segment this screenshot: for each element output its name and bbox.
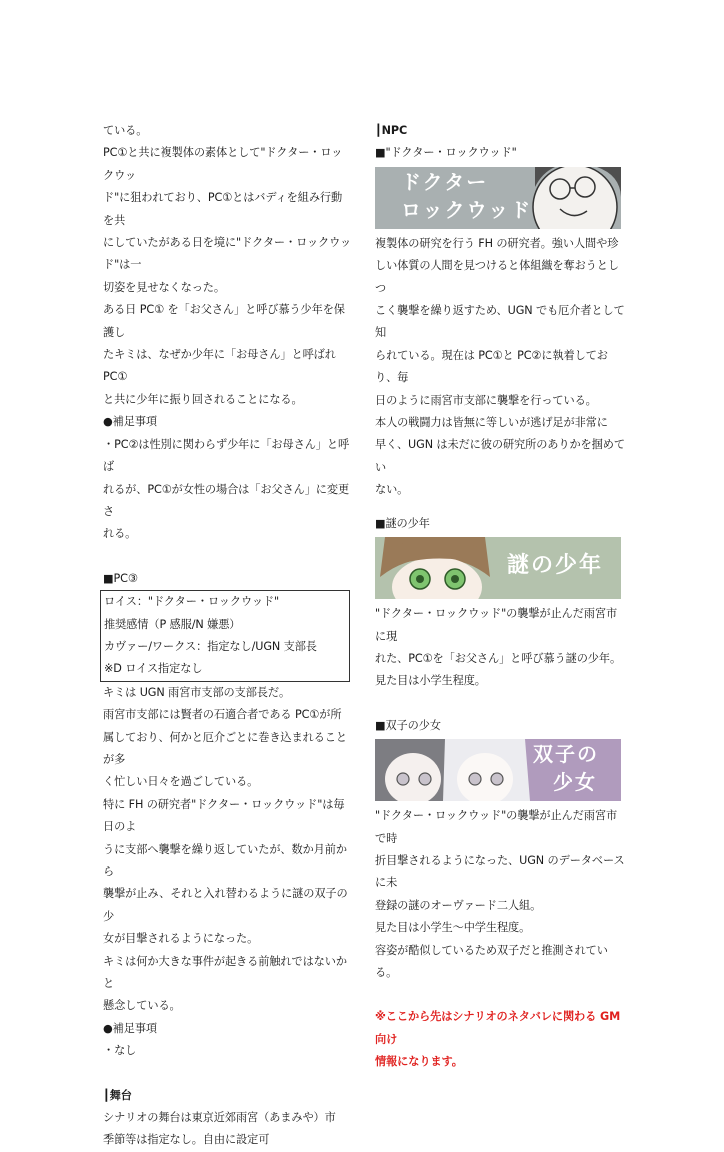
text-line: "ドクター・ロックウッド"の襲撃が止んだ雨宮市で時: [375, 809, 618, 845]
npc-heading: ┃NPC: [375, 124, 408, 137]
text-line: キミは何か大きな事件が起きる前触れではないかと: [103, 954, 347, 991]
left-column: [103, 120, 353, 1152]
twins-banner: [375, 739, 621, 801]
boy-banner: [375, 537, 621, 599]
spacer: [375, 984, 625, 1006]
text-line: れた、PC①を「お父さん」と呼び慕う謎の少年。: [375, 651, 622, 665]
pc3-cover-works: カヴァー/ワークス：指定なし/UGN 支部長: [104, 639, 317, 653]
twins-description: [375, 805, 625, 984]
pc2-description: [103, 120, 353, 411]
spacer: [375, 693, 625, 715]
text-line: 襲撃が止み、それと入れ替わるように謎の双子の少: [103, 887, 348, 923]
text-line: 複製体の研究を行う FH の研究者。強い人間や珍: [375, 236, 619, 250]
text-line: "ドクター・ロックウッド"の襲撃が止んだ雨宮市に現: [375, 607, 618, 643]
text-line: 本人の戦闘力は皆無に等しいが逃げ足が非常に: [375, 416, 608, 430]
text-line: 属しており、何かと厄介ごとに巻き込まれることが多: [103, 730, 347, 766]
text-line: シナリオの舞台は東京近郊雨宮（あまみや）市: [103, 1111, 336, 1125]
text-line: 見た目は小学生程度。: [375, 674, 486, 688]
text-line: うに支部へ襲撃を繰り返していたが、数か月前から: [103, 842, 347, 878]
doctor-banner-line1: ドクター: [401, 169, 489, 194]
text-line: ド"に狙われており、PC①とはバディを組み行動を共: [103, 191, 343, 227]
text-line: ない。: [375, 483, 409, 497]
warning-line: ※ここから先はシナリオのネタバレに関わる GM 向け: [375, 1010, 621, 1046]
text-line: ・なし: [103, 1044, 137, 1058]
text-line: たキミは、なぜか少年に「お母さん」と呼ばれ PC①: [103, 348, 336, 384]
text-line: 登録の謎のオーヴァード二人組。: [375, 898, 542, 912]
text-line: 日のように雨宮市支部に襲撃を行っている。: [375, 393, 597, 407]
pc3-d-lois: ※D ロイス指定なし: [104, 662, 203, 676]
doctor-heading: ■"ドクター・ロックウッド": [375, 146, 517, 160]
twins-banner-line1: 双子の: [533, 742, 599, 767]
text-line: ある日 PC① を「お父さん」と呼び慕う少年を保護し: [103, 303, 345, 339]
text-line: ・PC②は性別に関わらず少年に「お母さん」と呼ば: [103, 437, 350, 474]
pc3-info-box: [100, 590, 350, 682]
text-line: 季節等は指定なし。自由に設定可: [103, 1133, 270, 1147]
boy-description: [375, 603, 625, 693]
text-line: 懸念している。: [103, 999, 181, 1013]
text-line: 女が目撃されるようになった。: [103, 932, 259, 946]
text-line: れる。: [103, 527, 137, 541]
text-line: れるが、PC①が女性の場合は「お父さん」に変更さ: [103, 482, 350, 518]
text-line: 切姿を見せなくなった。: [103, 280, 225, 294]
boy-banner-text: 謎の少年: [507, 553, 604, 579]
twins-heading: ■双子の少女: [375, 718, 441, 732]
text-line: 雨宮市支部には賢者の石適合者である PC①が所: [103, 708, 342, 722]
text-line: と共に少年に振り回されることになる。: [103, 392, 303, 406]
doctor-banner-line2: ロックウッド: [401, 197, 533, 222]
text-line: 見た目は小学生～中学生程度。: [375, 921, 531, 935]
text-line: 容姿が酷似しているため双子だと推測されている。: [375, 943, 608, 979]
doctor-banner: [375, 167, 621, 229]
stage-heading: ┃舞台: [103, 1088, 132, 1102]
supplement-heading: ●補足事項: [103, 1021, 158, 1035]
text-line: 特に FH の研究者"ドクター・ロックウッド"は毎日のよ: [103, 797, 345, 834]
pc3-heading: ■PC③: [103, 571, 138, 585]
text-line: しい体質の人間を見つけると体組織を奪おうとしつ: [375, 259, 619, 295]
pc3-emotion: 推奨感情（P 感服/N 嫌悪）: [104, 617, 241, 631]
twins-banner-line2: 少女: [553, 770, 597, 795]
doctor-description: [375, 233, 625, 502]
text-line: にしていたがある日を境に"ドクター・ロックウッド"は一: [103, 236, 352, 272]
warning-line: 情報になります。: [375, 1055, 463, 1069]
spacer: [103, 546, 353, 568]
text-line: こく襲撃を繰り返すため、UGN でも厄介者として知: [375, 304, 625, 340]
text-line: PC①と共に複製体の素体として"ドクター・ロックウッ: [103, 146, 343, 182]
text-line: ている。: [103, 124, 148, 137]
spacer: [375, 502, 625, 513]
pc3-description: [103, 682, 353, 1018]
spoiler-warning: [375, 1006, 625, 1073]
pc3-lois: ロイス："ドクター・ロックウッド": [104, 595, 280, 609]
text-line: く忙しい日々を過ごしている。: [103, 775, 259, 789]
text-line: キミは UGN 雨宮市支部の支部長だ。: [103, 685, 291, 699]
text-line: 早く、UGN は未だに彼の研究所のありかを掴めてい: [375, 438, 625, 474]
text-line: 折目撃されるようになった、UGN のデータベースに未: [375, 853, 625, 890]
spacer: [103, 1063, 353, 1085]
supplement-heading: ●補足事項: [103, 415, 158, 429]
text-line: られている。現在は PC①と PC②に執着しており、毎: [375, 348, 608, 385]
right-column: [375, 120, 625, 1074]
boy-heading: ■謎の少年: [375, 516, 430, 530]
